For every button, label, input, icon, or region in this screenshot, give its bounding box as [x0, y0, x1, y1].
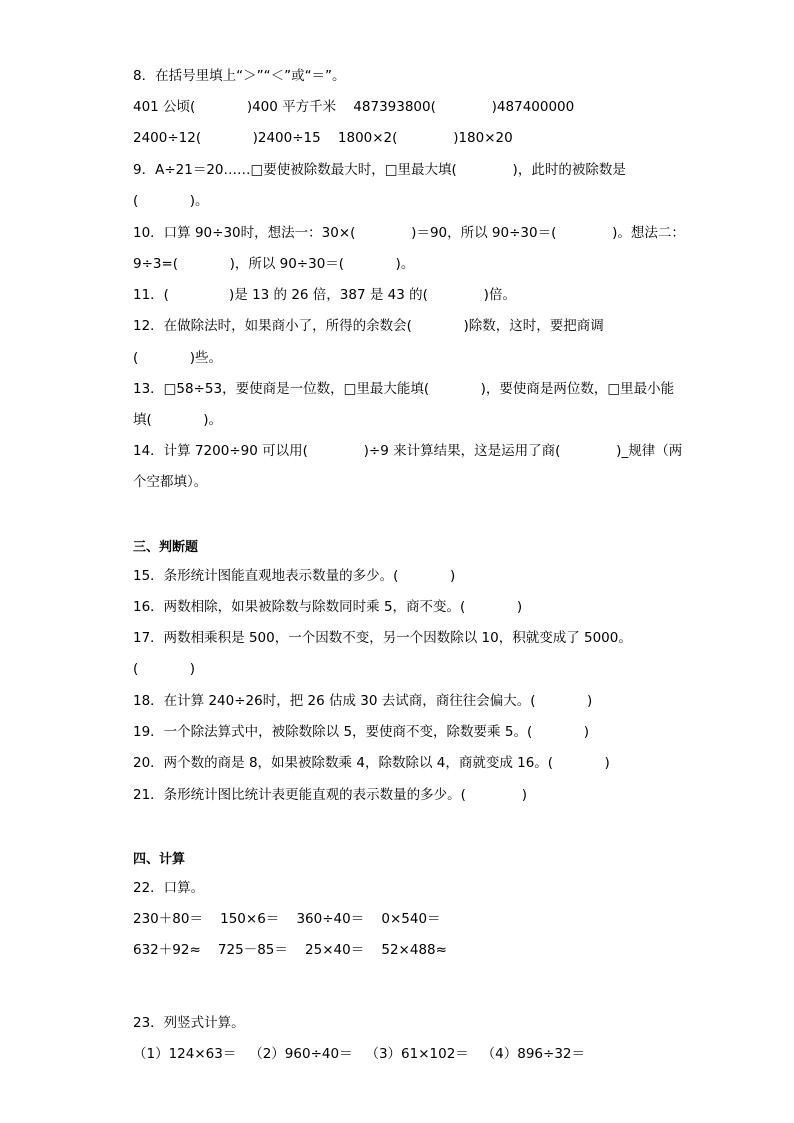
q22-title: 22．口算。 [133, 880, 205, 896]
q10-line-2: 9÷3=( )，所以 90÷30＝( )。 [133, 256, 415, 272]
q10-line-1: 10．口算 90÷30时，想法一：30×( )＝90，所以 90÷30＝( )。想法二： [133, 225, 685, 241]
q22-row-1: 230＋80＝ 150×6＝ 360÷40＝ 0×540＝ [133, 911, 441, 927]
q8-row-2: 2400÷12( )2400÷15 1800×2( )180×20 [133, 130, 513, 146]
q21: 21．条形统计图比统计表更能直观的表示数量的多少。( ) [133, 787, 527, 803]
q16: 16．两数相除，如果被除数与除数同时乘 5，商不变。( ) [133, 599, 523, 615]
q23-title: 23．列竖式计算。 [133, 1015, 245, 1031]
q19: 19．一个除法算式中，被除数除以 5，要使商不变，除数要乘 5。( ) [133, 724, 589, 740]
q22-row-2: 632＋92≈ 725－85＝ 25×40＝ 52×488≈ [133, 942, 447, 958]
q12-line-2: ( )些。 [133, 350, 223, 366]
q8-title: 8．在括号里填上“＞”“＜”或“＝”。 [133, 68, 346, 84]
q23-row: （1）124×63＝ （2）960÷40＝ （3）61×102＝ （4）896÷32＝ [133, 1046, 586, 1062]
q20: 20．两个数的商是 8，如果被除数乘 4，除数除以 4，商就变成 16。( ) [133, 755, 610, 771]
q13-line-2: 填( )。 [133, 412, 223, 428]
q17-line-2: ( ) [133, 661, 196, 677]
q8-row-1: 401 公顷( )400 平方千米 487393800( )487400000 [133, 99, 575, 115]
q18: 18．在计算 240÷26时，把 26 估成 30 去试商，商往往会偏大。( ) [133, 693, 593, 709]
q14-line-1: 14．计算 7200÷90 可以用( )÷9 来计算结果，这是运用了商( )_规律（两 [133, 443, 683, 459]
q11: 11．( )是 13 的 26 倍，387 是 43 的( )倍。 [133, 287, 516, 303]
q9-line-2: ( )。 [133, 193, 209, 209]
q17-line-1: 17．两数相乘积是 500，一个因数不变，另一个因数除以 10，积就变成了 5000。 [133, 630, 632, 646]
section-3-heading: 三、判断题 [133, 540, 199, 555]
section-4-heading: 四、计算 [133, 852, 186, 867]
q12-line-1: 12．在做除法时，如果商小了，所得的余数会( )除数，这时，要把商调 [133, 318, 604, 334]
q14-line-2: 个空都填）。 [133, 474, 208, 490]
q15: 15．条形统计图能直观地表示数量的多少。( ) [133, 568, 456, 584]
q13-line-1: 13．□58÷53，要使商是一位数，□里最大能填( )，要使商是两位数，□里最小能 [133, 381, 675, 397]
q9-line-1: 9．A÷21＝20……□要使被除数最大时，□里最大填( )，此时的被除数是 [133, 162, 626, 178]
